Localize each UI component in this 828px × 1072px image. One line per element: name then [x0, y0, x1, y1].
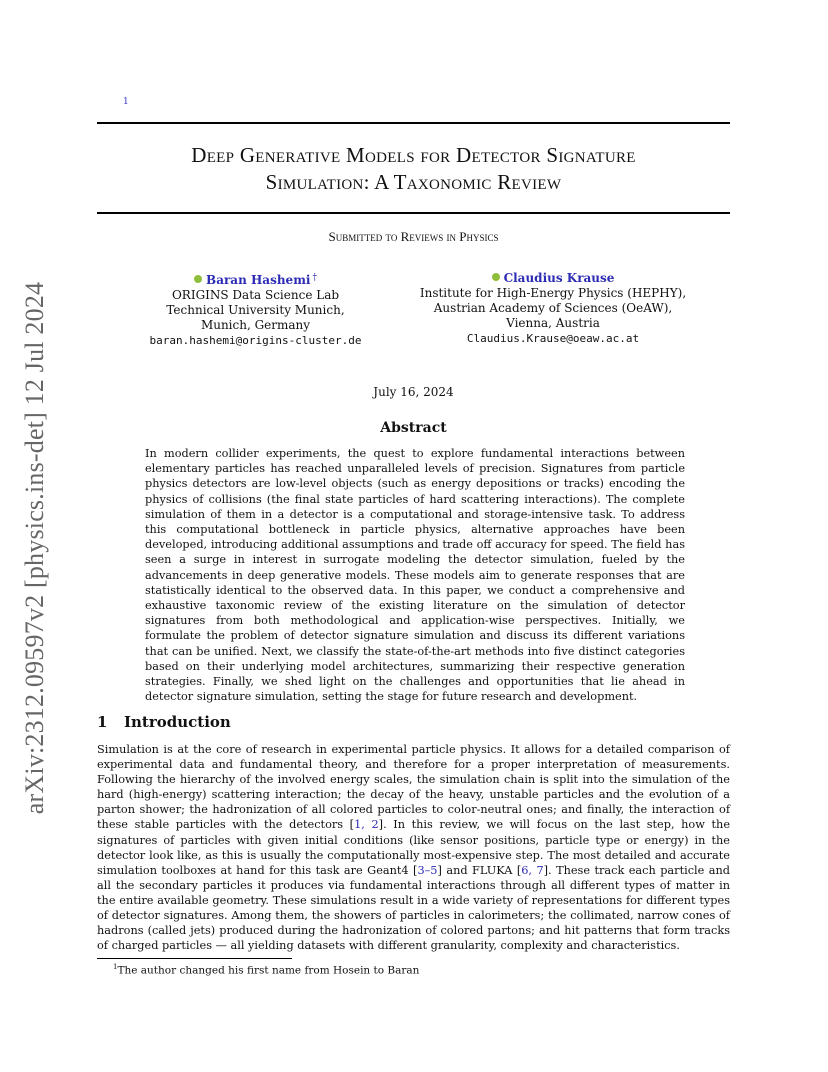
submitted-note: Submitted to Reviews in Physics	[328, 229, 499, 244]
author-footnote-mark[interactable]: †	[312, 273, 317, 283]
footnote-text: The author changed his first name from Hosein to Baran	[117, 964, 420, 977]
section-title: Introduction	[124, 713, 231, 731]
author-name-link[interactable]: Claudius Krause	[503, 271, 615, 285]
citation-link[interactable]: 1, 2	[354, 818, 379, 832]
author-affiliation: Munich, Germany	[200, 318, 311, 332]
footnote-number: 1	[113, 963, 118, 971]
intro-text: Simulation is at the core of research in experimental particle physics. It allows for a detailed comparison of experimental data and fundamental theory, and therefore for a proper interpretation of measurements. Following the hierarchy of the involved energy scales, the simulation chain is split into the simulation of the hard (high-energy) scattering interaction; the decay of the heavy, unstable particles and the evolution of a parton shower; the hadronization of all colored particles to color-neutral ones; and finally, the interaction of these stable particles with the detectors [	[97, 743, 730, 832]
author-email: baran.hashemi@origins-cluster.de	[149, 334, 362, 347]
author-affiliation: Institute for High-Energy Physics (HEPHY),	[419, 286, 687, 300]
author-affiliation: ORIGINS Data Science Lab	[171, 288, 340, 302]
paper-title	[97, 142, 730, 196]
citation-link[interactable]: 6, 7	[521, 863, 544, 877]
arxiv-stamp-text: arXiv:2312.09597v2 [physics.ins-det] 12 Jul 2024	[20, 281, 49, 815]
title-rule-bottom	[97, 212, 730, 214]
author-block-2	[410, 271, 696, 346]
title-line-1: Deep Generative Models for Detector Signature	[191, 143, 636, 167]
author-affiliation: Austrian Academy of Sciences (OeAW),	[433, 301, 673, 315]
title-rule-top	[97, 122, 730, 124]
arxiv-stamp	[4, 268, 66, 828]
footnote-marker-link[interactable]: 1	[123, 97, 129, 107]
abstract-heading: Abstract	[380, 420, 447, 436]
intro-text: ] and FLUKA [	[437, 863, 522, 877]
orcid-icon[interactable]	[194, 275, 202, 283]
intro-text: ]. In this review, we will focus on the last step, how the signatures of particles with given initial conditions (like sensor positions, particle type or energy) in the detector look like, as this is usually the computationally most-expensive step. The most detailed and accurate simulation toolboxes at hand for this task are Geant4 [	[97, 818, 730, 877]
paper-date: July 16, 2024	[373, 385, 454, 399]
author-name-link[interactable]: Baran Hashemi	[206, 273, 311, 287]
title-line-2: Simulation: A Taxonomic Review	[265, 170, 562, 194]
intro-paragraph	[97, 742, 730, 953]
author-email: Claudius.Krause@oeaw.ac.at	[466, 332, 640, 345]
citation-link[interactable]: 3–5	[417, 863, 438, 877]
author-block-1	[138, 271, 373, 348]
author-affiliation: Technical University Munich,	[166, 303, 345, 317]
author-affiliation: Vienna, Austria	[506, 316, 600, 330]
intro-text: ]. These track each particle and all the secondary particles it produces via fundamental interactions through all different types of matter in the entire available geometry. These simulations result in a wide variety of representations for different types of detector signatures. Among them, the showers of particles in calorimeters; the collimated, narrow cones of hadrons (called jets) produced during the hadronization of colored partons; and hit patterns that form tracks of charged particles — all yielding datasets with different granularity, complexity and characteristics.	[97, 863, 731, 953]
section-heading	[97, 713, 231, 731]
orcid-icon[interactable]	[492, 273, 500, 281]
section-number: 1	[97, 713, 108, 731]
footnote-rule	[97, 958, 292, 959]
abstract-text: In modern collider experiments, the quest to explore fundamental interactions between elementary particles has reached unparalleled levels of precision. Signatures from particle physics detectors are low-level objects (such as energy depositions or tracks) encoding the physics of collisions (the final state particles of hard scattering interactions). The complete simulation of them in a detector is a computational and storage-intensive task. To address this computational bottleneck in particle physics, alternative approaches have been developed, introducing additional assumptions and trade off accuracy for speed. The field has seen a surge in interest in surrogate modeling the detector simulation, fueled by the advancements in deep generative models. These models aim to generate responses that are statistically identical to the observed data. In this paper, we conduct a comprehensive and exhaustive taxonomic review of the existing literature on the simulation of detector signatures from both methodological and application-wise perspectives. Initially, we formulate the problem of detector signature simulation and discuss its different variations that can be unified. Next, we classify the state-of-the-art methods into five distinct categories based on their underlying model architectures, summarizing their respective generation strategies. Finally, we shed light on the challenges and opportunities that lie ahead in detector signature simulation, setting the stage for future research and development.	[145, 447, 685, 704]
footnote	[113, 963, 419, 977]
